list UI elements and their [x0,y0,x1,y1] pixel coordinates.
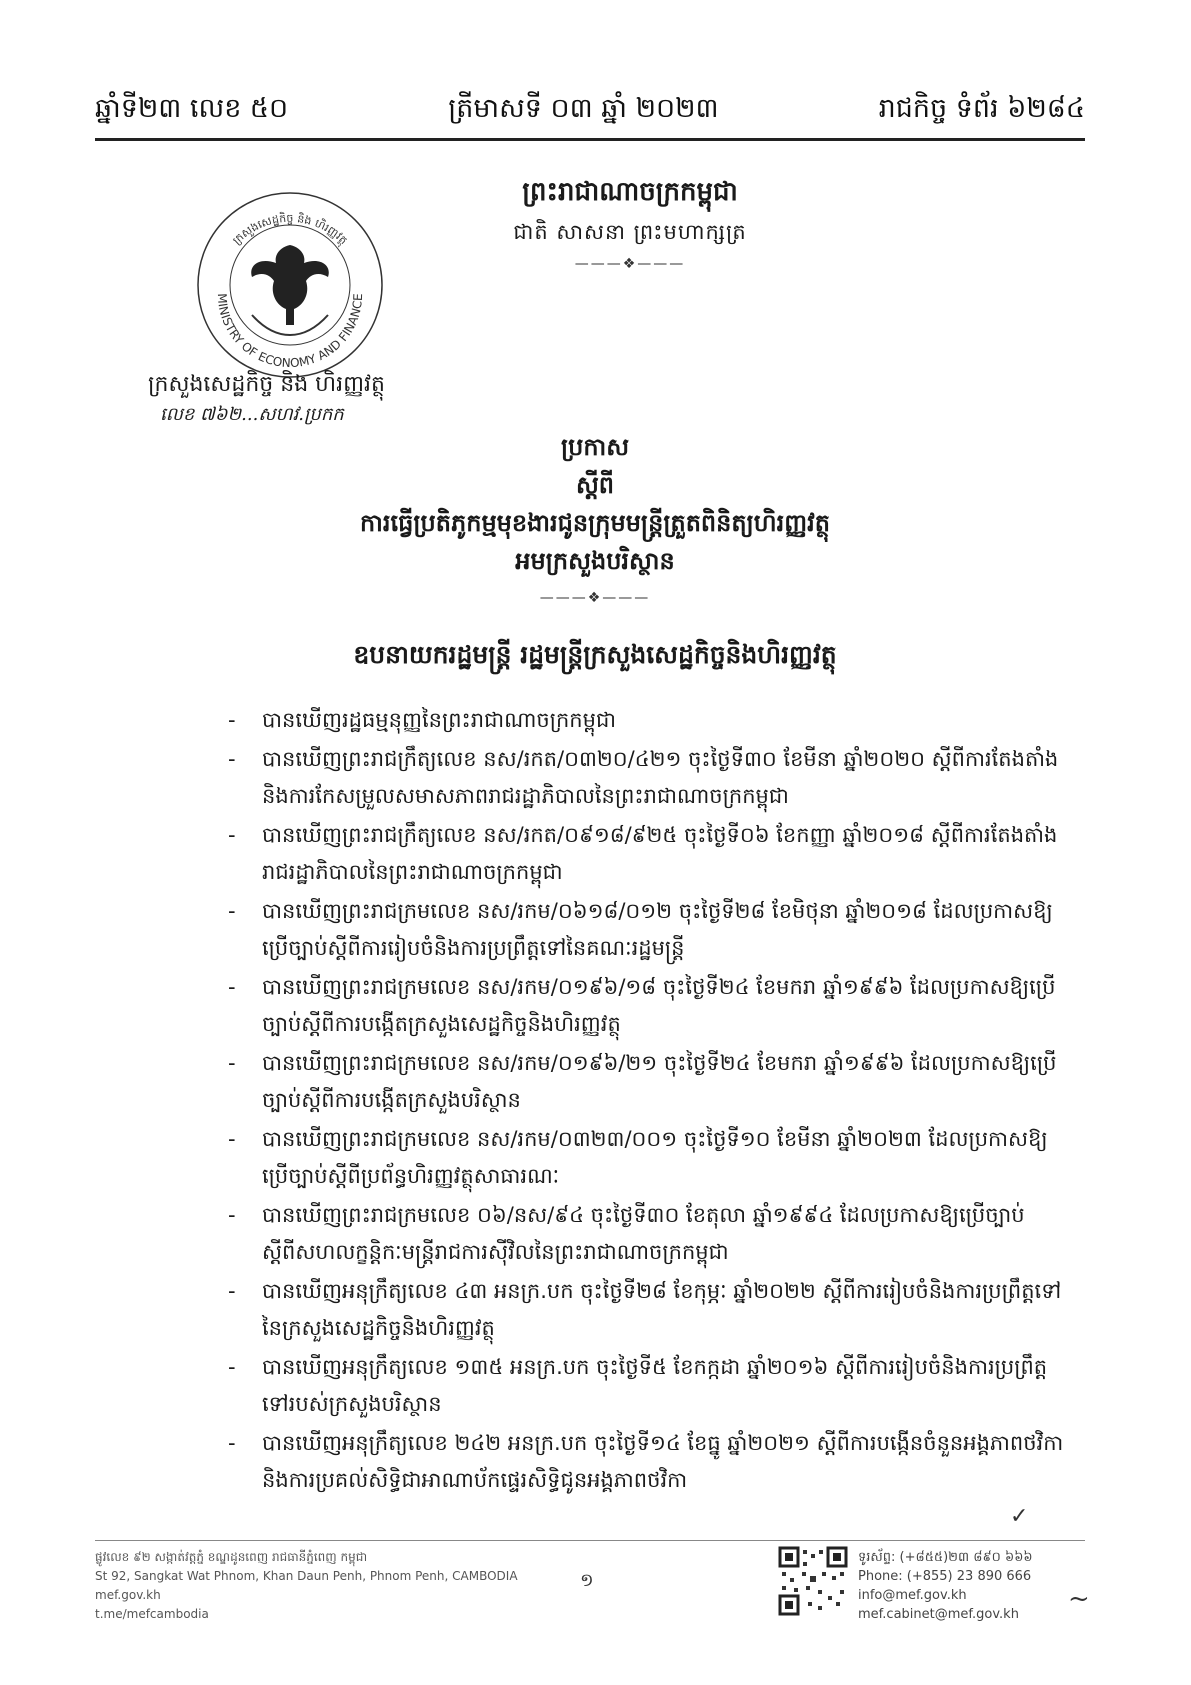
issuing-ministry: ក្រសួងសេដ្ឋកិច្ច និង ហិរញ្ញវត្ថុ [148,372,385,397]
kingdom-heading [380,175,880,272]
seal-text-english: MINISTRY OF ECONOMY AND FINANCE [214,292,366,371]
issuing-authority: ឧបនាយករដ្ឋមន្ត្រី រដ្ឋមន្ត្រីក្រសួងសេដ្ឋកិច្ចនិងហិរញ្ញវត្ថុ [353,640,837,669]
document-title [250,428,940,606]
handwritten-initial: ✓ [1010,1504,1029,1529]
list-item: - បានឃើញអនុក្រឹត្យលេខ ២៤២ អនក្រ.បក ចុះថ្ងៃទី១៤ ខែធ្នូ ឆ្នាំ២០២១ ស្តីពីការបង្កើនចំនួនអង្គភាពថវិកា និងការប្រគល់សិទ្ធិជាអាណាប័កផ្ទេរសិទ្ធិជូនអង្គភាពថវិកា [228,1431,1064,1492]
gazette-page-number: រាជកិច្ច ទំព័រ ៦២៨៤ [878,93,1085,124]
email-info[interactable]: info@mef.gov.kh [858,1588,967,1603]
phoenix-emblem-icon [251,245,329,325]
phone-english: Phone: (+855) 23 890 666 [858,1569,1032,1584]
header-rule [95,138,1085,141]
footer-address [95,1548,518,1624]
title-subject-ministry: អមក្រសួងបរិស្ថាន [515,547,675,575]
list-item: - បានឃើញរដ្ឋធម្មនុញ្ញនៃព្រះរាជាណាចក្រកម្ពុជា [228,708,616,732]
title-on: ស្តីពី [575,471,615,499]
gazette-quarter: ត្រីមាសទី ០៣ ឆ្នាំ ២០២៣ [448,93,719,124]
title-subject: ការធ្វើប្រតិភូកម្មមុខងារជូនក្រុមមន្ត្រីត្រួតពិនិត្យហិរញ្ញវត្ថុ [360,509,830,537]
title-proclamation: ប្រកាស [560,433,630,461]
address-khmer: ផ្លូវលេខ ៩២ សង្កាត់វត្តភ្នំ ខណ្ឌដូនពេញ រាជធានីភ្នំពេញ កម្ពុជា [95,1550,368,1564]
telegram-link[interactable]: t.me/mefcambodia [95,1607,209,1621]
phone-khmer: ទូរស័ព្ទ: (+៨៥៥)២៣ ៨៩០ ៦៦៦ [858,1550,1033,1565]
list-item: - បានឃើញព្រះរាជក្រមលេខ នស/រកម/០១៩៦/២១ ចុះថ្ងៃទី២៤ ខែមករា ឆ្នាំ១៩៩៦ ដែលប្រកាសឱ្យប្រើច្បាប់ស្តីពីការបង្កើតក្រសួងបរិស្ថាន [228,1051,1057,1112]
seal-text-khmer: ក្រសួងសេដ្ឋកិច្ច និង ហិរញ្ញវត្ថុ [230,211,350,248]
kingdom-name: ព្រះរាជាណាចក្រកម្ពុជា [522,177,738,207]
ornament-divider: ———❖——— [539,590,651,606]
page-number: ១ [580,1570,594,1591]
list-item: - បានឃើញព្រះរាជក្រឹត្យលេខ នស/រកត/០៣២០/៤២១ ចុះថ្ងៃទី៣០ ខែមីនា ឆ្នាំ២០២០ ស្តីពីការតែងតាំងនិងការកែសម្រួលសមាសភាពរាជរដ្ឋាភិបាលនៃព្រះរាជាណាចក្រកម្ពុជា [228,747,1059,808]
ministry-seal [190,185,390,385]
ornament-divider: ———❖——— [574,256,686,272]
list-item: - បានឃើញអនុក្រឹត្យលេខ ៤៣ អនក្រ.បក ចុះថ្ងៃទី២៨ ខែកុម្ភៈ ឆ្នាំ២០២២ ស្តីពីការរៀបចំនិងការប្រព្រឹត្តទៅនៃក្រសួងសេដ្ឋកិច្ចនិងហិរញ្ញវត្ថុ [228,1279,1062,1340]
list-item: - បានឃើញព្រះរាជក្រមលេខ នស/រកម/០១៩៦/១៨ ចុះថ្ងៃទី២៤ ខែមករា ឆ្នាំ១៩៩៦ ដែលប្រកាសឱ្យប្រើច្បាប់ស្តីពីការបង្កើតក្រសួងសេដ្ឋកិច្ចនិងហិរញ្ញវត្ថុ [228,975,1056,1036]
footer-rule [95,1540,1085,1541]
footer-contact [858,1548,1033,1624]
list-item: - បានឃើញព្រះរាជក្រមលេខ នស/រកម/០៣២៣/០០១ ចុះថ្ងៃទី១០ ខែមីនា ឆ្នាំ២០២៣ ដែលប្រកាសឱ្យប្រើច្បាប់ស្តីពីប្រព័ន្ធហិរញ្ញវត្ថុសាធារណៈ [228,1127,1048,1188]
website-link[interactable]: mef.gov.kh [95,1588,161,1602]
national-motto: ជាតិ សាសនា ព្រះមហាក្សត្រ [513,220,747,244]
email-cabinet[interactable]: mef.cabinet@mef.gov.kh [858,1607,1019,1622]
list-item: - បានឃើញព្រះរាជក្រមលេខ នស/រកម/០៦១៨/០១២ ចុះថ្ងៃទី២៨ ខែមិថុនា ឆ្នាំ២០១៨ ដែលប្រកាសឱ្យប្រើច្បាប់ស្តីពីការរៀបចំនិងការប្រព្រឹត្តទៅនៃគណៈរដ្ឋមន្ត្រី [228,899,1053,960]
handwritten-initial: ~ [1068,1584,1090,1614]
gazette-header [95,92,1085,131]
address-english: St 92, Sangkat Wat Phnom, Khan Daun Penh, Phnom Penh, CAMBODIA [95,1569,518,1583]
list-item: - បានឃើញអនុក្រឹត្យលេខ ១៣៥ អនក្រ.បក ចុះថ្ងៃទី៥ ខែកក្កដា ឆ្នាំ២០១៦ ស្តីពីការរៀបចំនិងការប្រព្រឹត្តទៅរបស់ក្រសួងបរិស្ថាន [228,1355,1048,1416]
list-item: - បានឃើញព្រះរាជក្រឹត្យលេខ នស/រកត/០៩១៨/៩២៥ ចុះថ្ងៃទី០៦ ខែកញ្ញា ឆ្នាំ២០១៨ ស្តីពីការតែងតាំងរាជរដ្ឋាភិបាលនៃព្រះរាជាណាចក្រកម្ពុជា [228,823,1058,884]
qr-code-icon [778,1546,848,1616]
legal-basis-list [228,702,1068,1501]
reference-handwritten: ៧៦២...សហវ.ប្រកក [200,404,344,425]
reference-number [160,402,344,429]
list-item: - បានឃើញព្រះរាជក្រមលេខ ០៦/នស/៩៤ ចុះថ្ងៃទី៣០ ខែតុលា ឆ្នាំ១៩៩៤ ដែលប្រកាសឱ្យប្រើច្បាប់ស្តីពីសហលក្ខន្តិកៈមន្ត្រីរាជការស៊ីវិលនៃព្រះរាជាណាចក្រកម្ពុជា [228,1203,1025,1264]
reference-prefix: លេខ [160,404,195,425]
gazette-year-issue: ឆ្នាំទី២៣ លេខ ៥០ [95,93,289,124]
